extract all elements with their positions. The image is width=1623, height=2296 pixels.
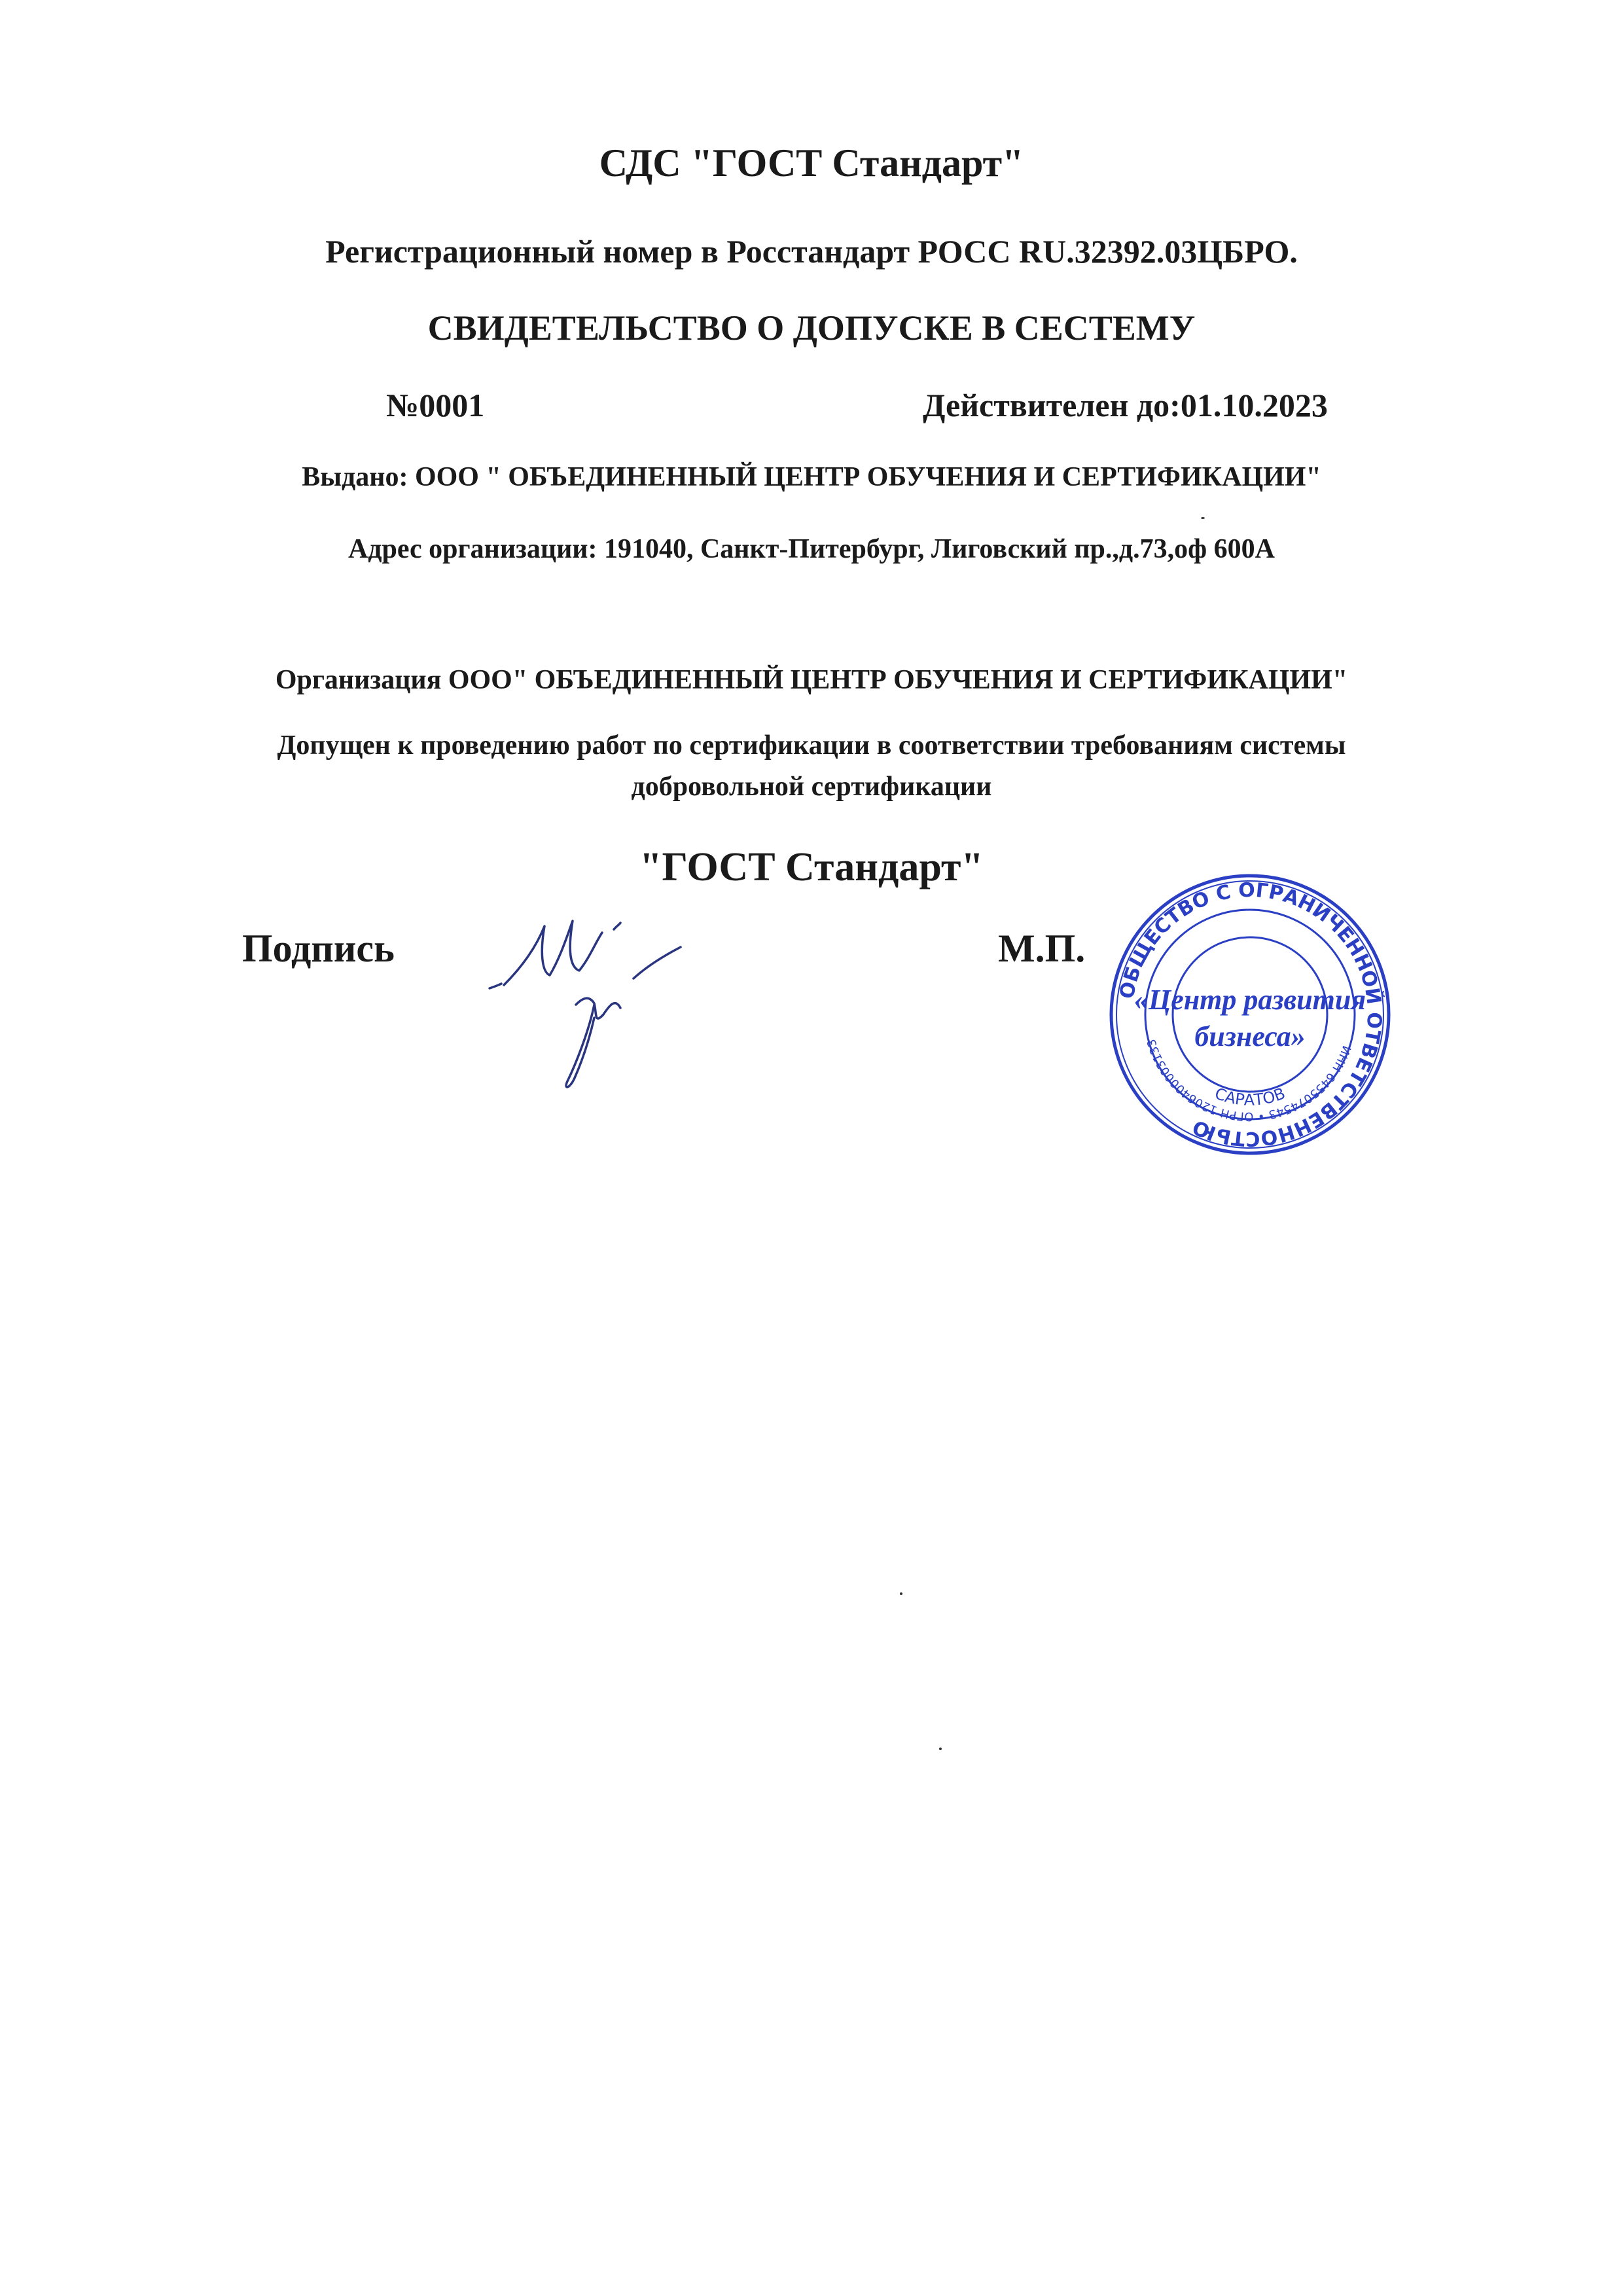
company-seal-stamp (1106, 870, 1394, 1158)
scan-speck (939, 1748, 942, 1750)
stamp-inner-ring-text: ИНН 6455074543 • ОГРН 1206400003133 (1145, 1037, 1353, 1124)
stamp-city: САРАТОВ (1212, 1084, 1288, 1109)
scan-speck (1201, 517, 1205, 519)
admission-text-line2: добровольной сертификации (631, 772, 992, 802)
scan-speck (900, 1592, 902, 1595)
stamp-center-line2: бизнеса» (1194, 1020, 1306, 1052)
organization-name: Организация ООО" ОБЪЕДИНЕННЫЙ ЦЕНТР ОБУЧЕНИЯ И СЕРТИФИКАЦИИ" (275, 665, 1348, 695)
document-title: СДС "ГОСТ Стандарт" (599, 141, 1024, 185)
issued-to: Выдано: ООО " ОБЪЕДИНЕННЫЙ ЦЕНТР ОБУЧЕНИЯ И СЕРТИФИКАЦИИ" (302, 462, 1321, 492)
certificate-number: №0001 (386, 387, 485, 423)
valid-until: Действителен до:01.10.2023 (923, 387, 1328, 423)
admission-text-line1: Допущен к проведению работ по сертификации в соответствии требованиям системы (277, 730, 1346, 761)
certificate-title: СВИДЕТЕЛЬСТВО О ДОПУСКЕ В СЕСТЕМУ (427, 308, 1196, 348)
signature-label: Подпись (242, 927, 395, 970)
handwritten-signature (484, 906, 707, 1096)
stamp-ring-text: ОБЩЕСТВО С ОГРАНИЧЕННОЙ ОТВЕТСТВЕННОСТЬЮ (1115, 878, 1386, 1151)
organization-address: Адрес организации: 191040, Санкт-Питербург, Лиговский пр.,д.73,оф 600А (348, 534, 1275, 564)
svg-text:САРАТОВ (1212, 1084, 1287, 1109)
stamp-center-line1: «Центр развития (1133, 984, 1366, 1016)
seal-label: М.П. (998, 927, 1086, 970)
system-name: "ГОСТ Стандарт" (639, 845, 984, 889)
registration-number: Регистрационный номер в Росстандарт РОСС RU.32392.03ЦБРО. (325, 233, 1298, 270)
